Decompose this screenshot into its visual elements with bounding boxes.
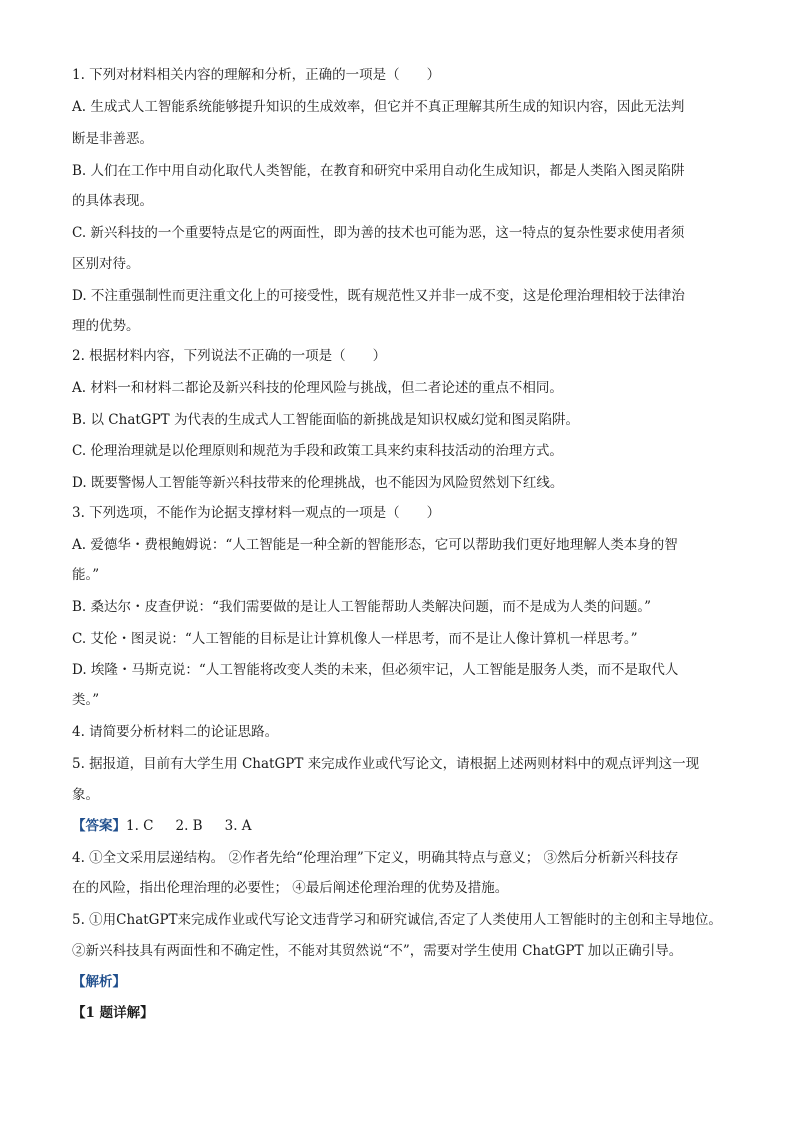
question-3-option-c: C. 艾伦・图灵说：“人工智能的目标是让计算机像人一样思考，而不是让人像计算机一样思考。” — [72, 631, 638, 647]
question-1-stem: 1. 下列对材料相关内容的理解和分析，正确的一项是（ ） — [72, 67, 441, 83]
question-1-option-b-cont: 的具体表现。 — [72, 193, 153, 209]
question-4-stem: 4. 请简要分析材料二的论证思路。 — [72, 724, 279, 740]
question-1-option-b: B. 人们在工作中用自动化取代人类智能，在教育和研究中采用自动化生成知识，都是人类陷入图灵陷阱 — [72, 163, 685, 179]
answer-tag: 【答案】 — [72, 818, 126, 834]
analysis-heading — [72, 972, 732, 992]
question-1-option-a-cont: 断是非善恶。 — [72, 131, 153, 147]
question-1-option-c-cont: 区别对待。 — [72, 256, 140, 272]
analysis-tag: 【解析】 — [72, 974, 126, 990]
question-5-stem: 5. 据报道，目前有大学生用 ChatGPT 来完成作业或代写论文，请根据上述两则材料中的观点评判这一现 — [72, 756, 700, 772]
answer-5-line-2: ②新兴科技具有两面性和不确定性，不能对其贸然说“不”，需要对学生使用 ChatGPT 加以正确引导。 — [72, 943, 683, 959]
question-5-stem-cont: 象。 — [72, 787, 99, 803]
answer-4-line-2: 在的风险，指出伦理治理的必要性； ④最后阐述伦理治理的优势及措施。 — [72, 880, 509, 896]
detail-heading — [72, 1003, 732, 1023]
answer-line — [72, 816, 732, 836]
answer-1: 1. C — [126, 818, 154, 834]
question-3-option-d: D. 埃隆・马斯克说：“人工智能将改变人类的未来，但必须牢记，人工智能是服务人类，而不是取代人 — [72, 662, 679, 678]
question-3-option-d-cont: 类。” — [72, 692, 100, 708]
question-1-option-a: A. 生成式人工智能系统能够提升知识的生成效率，但它并不真正理解其所生成的知识内容，因此无法判 — [72, 99, 685, 115]
question-2-option-d: D. 既要警惕人工智能等新兴科技带来的伦理挑战，也不能因为风险贸然划下红线。 — [72, 475, 564, 491]
answer-5-line-1: 5. ①用ChatGPT来完成作业或代写论文违背学习和研究诚信,否定了人类使用人工智能时的主创和主导地位。 — [72, 912, 722, 928]
detail-tag: 【1 题详解】 — [72, 1005, 154, 1021]
question-3-option-b: B. 桑达尔・皮查伊说：“我们需要做的是让人工智能帮助人类解决问题，而不是成为人类的问题。” — [72, 599, 652, 615]
question-2-option-c: C. 伦理治理就是以伦理原则和规范为手段和政策工具来约束科技活动的治理方式。 — [72, 443, 563, 459]
answer-2: 2. B — [175, 818, 203, 834]
answer-4-line-1: 4. ①全文采用层递结构。 ②作者先给“伦理治理”下定义，明确其特点与意义； ③然后分析新兴科技存 — [72, 850, 679, 866]
question-3-option-a-cont: 能。” — [72, 567, 100, 583]
question-3-stem: 3. 下列选项，不能作为论据支撑材料一观点的一项是（ ） — [72, 505, 441, 521]
question-2-stem: 2. 根据材料内容，下列说法不正确的一项是（ ） — [72, 348, 387, 364]
answer-3: 3. A — [224, 818, 252, 834]
question-2-option-a: A. 材料一和材料二都论及新兴科技的伦理风险与挑战，但二者论述的重点不相同。 — [72, 380, 563, 396]
question-1-option-d-cont: 理的优势。 — [72, 318, 140, 334]
question-3-option-a: A. 爱德华・费根鲍姆说：“人工智能是一种全新的智能形态，它可以帮助我们更好地理解人类本身的智 — [72, 537, 678, 553]
question-1-option-d: D. 不注重强制性而更注重文化上的可接受性，既有规范性又并非一成不变，这是伦理治理相较于法律治 — [72, 288, 685, 304]
question-2-option-b: B. 以 ChatGPT 为代表的生成式人工智能面临的新挑战是知识权威幻觉和图灵陷阱。 — [72, 412, 579, 428]
question-1-option-c: C. 新兴科技的一个重要特点是它的两面性，即为善的技术也可能为恶，这一特点的复杂性要求使用者须 — [72, 225, 685, 241]
